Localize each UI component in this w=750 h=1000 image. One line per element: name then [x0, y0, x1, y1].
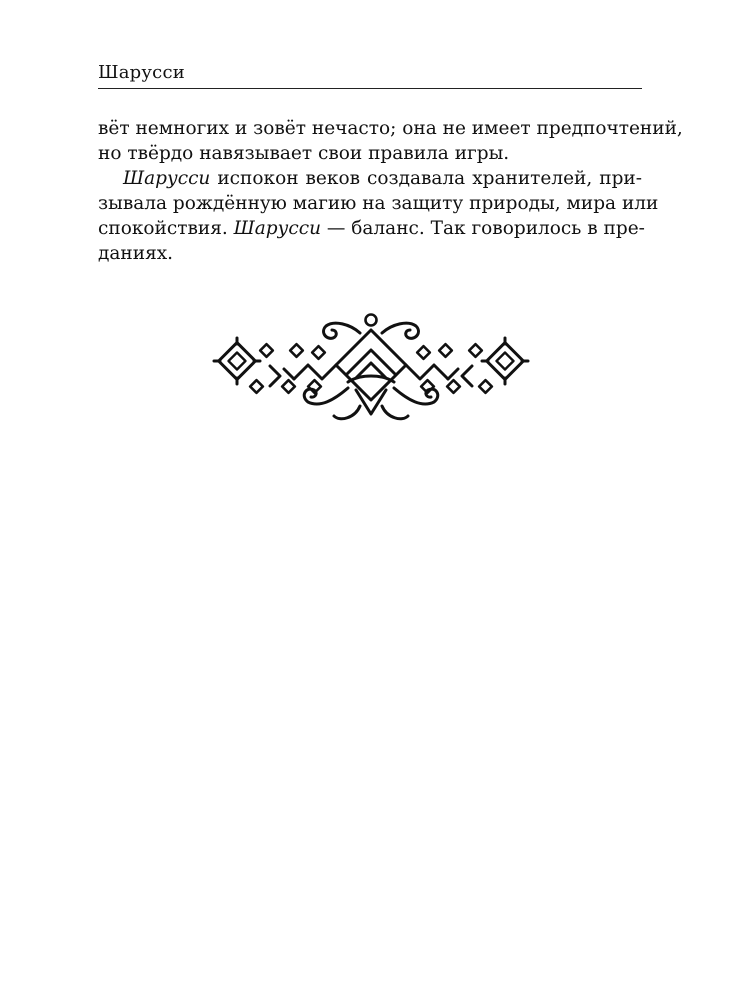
paragraph-1 — [98, 116, 683, 166]
running-head: Шарусси — [98, 62, 185, 83]
text-line: зывала рождённую магию на защиту природы, мира или — [98, 193, 659, 214]
header-rule — [98, 88, 642, 89]
text-line: вёт немногих и зовёт нечасто; она не имеет предпочтений, — [98, 118, 683, 139]
italic-term: Шарусси — [233, 218, 321, 239]
body-text — [98, 116, 683, 266]
text-span: спокойствия. — [98, 218, 234, 239]
text-span: — баланс. Так говорилось в пре- — [321, 218, 645, 239]
text-line — [98, 166, 642, 191]
paragraph-2 — [98, 166, 659, 266]
text-span: испокон веков создавала хранителей, при- — [210, 168, 642, 189]
italic-term: Шарусси — [123, 168, 211, 189]
text-line — [98, 216, 645, 241]
folk-ornament-icon — [210, 308, 532, 430]
text-line: но твёрдо навязывает свои правила игры. — [98, 143, 510, 164]
text-line: даниях. — [98, 243, 174, 264]
